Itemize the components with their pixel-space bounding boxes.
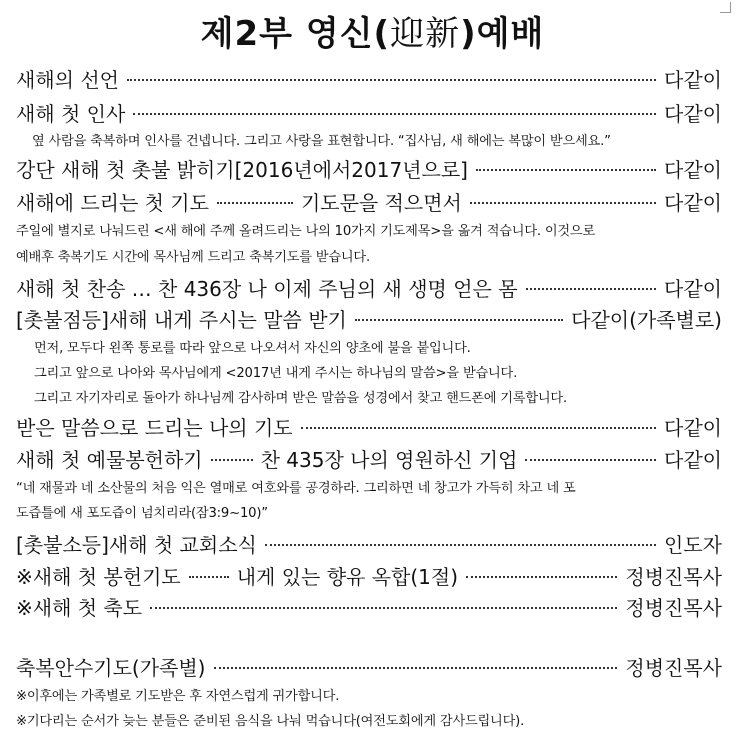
- dotted-leader: [476, 169, 656, 171]
- dotted-leader: [189, 576, 229, 578]
- item-leader-role: 다같이: [664, 102, 722, 126]
- title-main: 제2부 영신(: [200, 14, 391, 54]
- note-verse-1: “네 재물과 네 소산물의 처음 익은 열매로 여호와를 공경하라. 그리하면 네 창고가 가득히 차고 네 포: [16, 481, 576, 496]
- note-word-1: 먼저, 모두다 왼쪽 통로를 따라 앞으로 나오셔서 자신의 양초에 불을 붙입니다.: [34, 341, 471, 356]
- dotted-leader: [214, 667, 618, 669]
- dotted-leader: [301, 427, 656, 429]
- order-item-candle: [16, 156, 722, 184]
- dotted-leader: [466, 576, 617, 578]
- note-verse-2: 도즙틀에 새 포도즙이 넘치리라(잠3:9~10)”: [16, 506, 268, 521]
- order-item-hymn436: [16, 275, 722, 303]
- note-word-3: 그리고 자기자리로 돌아가 하나님께 감사하며 받은 말씀을 성경에서 찾고 핸드폰에 기록합니다.: [34, 391, 567, 406]
- item-leader-role: 정병진목사: [625, 656, 722, 680]
- item-label: 새해 첫 예물봉헌하기: [16, 448, 203, 472]
- item-leader-role: 다같이: [664, 416, 722, 440]
- item-label: 새해에 드리는 첫 기도: [16, 191, 209, 215]
- item-detail: 기도문을 적으면서: [300, 191, 462, 215]
- order-item-word-receive: [16, 306, 722, 334]
- order-item-prayer-word: [16, 414, 722, 442]
- dotted-leader: [217, 202, 293, 204]
- order-item-dedication-prayer: [16, 563, 722, 591]
- note-prayer-2: 예배후 축복기도 시간에 목사님께 드리고 축복기도를 받습니다.: [16, 250, 370, 265]
- note-prayer-1: 주일에 별지로 나눠드린 <새 해에 주께 올려드리는 나의 10가지 기도제목>을 옮겨 적습니다. 이것으로: [16, 224, 595, 239]
- dotted-leader: [265, 544, 656, 546]
- note-after-1: ※이후에는 가족별로 기도받은 후 자연스럽게 귀가합니다.: [16, 689, 340, 704]
- item-label: 강단 새해 첫 촛불 밝히기[2016년에서2017년으로]: [16, 158, 468, 182]
- item-leader-role: 다같이: [664, 68, 722, 92]
- item-label: ※새해 첫 봉헌기도: [16, 565, 181, 589]
- item-leader-role: 다같이: [664, 277, 722, 301]
- item-leader-role: 다같이: [664, 158, 722, 182]
- item-label: 새해 첫 찬송 … 찬 436장 나 이제 주님의 새 생명 얻은 몸: [16, 277, 518, 301]
- item-label: 새해 첫 인사: [16, 102, 126, 126]
- dotted-leader: [355, 319, 563, 321]
- dotted-leader: [133, 113, 656, 115]
- item-label: 축복안수기도(가족별): [16, 656, 206, 680]
- item-label: 받은 말씀으로 드리는 나의 기도: [16, 416, 293, 440]
- title-hanja: 迎新: [390, 14, 461, 54]
- item-leader-role: 인도자: [664, 533, 722, 557]
- order-item-declaration: [16, 66, 722, 94]
- order-item-greeting: [16, 100, 722, 128]
- item-leader-role: 다같이: [664, 191, 722, 215]
- note-word-2: 그리고 앞으로 나아와 목사님에게 <2017년 내게 주시는 하나님의 말씀>을 받습니다.: [34, 366, 518, 381]
- order-item-laying-hands: [16, 654, 722, 682]
- dotted-leader: [127, 79, 656, 81]
- item-leader-role: 다같이: [664, 448, 722, 472]
- order-item-prayer-write: [16, 189, 722, 217]
- order-item-news: [16, 531, 722, 559]
- item-detail: 찬 435장 나의 영원하신 기업: [260, 448, 518, 472]
- note-greeting: 옆 사람을 축복하며 인사를 건넵니다. 그리고 사랑을 표현합니다. “집사님, 새 해에는 복많이 받으세요.”: [32, 134, 611, 149]
- item-label: ※새해 첫 축도: [16, 596, 143, 620]
- item-detail: 내게 있는 향유 옥합(1절): [236, 565, 459, 589]
- order-item-blessing: [16, 594, 722, 622]
- dotted-leader: [526, 288, 656, 290]
- dotted-leader: [470, 202, 656, 204]
- page-title: [0, 12, 745, 56]
- item-leader-role: 정병진목사: [625, 565, 722, 589]
- item-label: 새해의 선언: [16, 68, 119, 92]
- item-label: [촛불점등]새해 내게 주시는 말씀 받기: [16, 308, 347, 332]
- item-label: [촛불소등]새해 첫 교회소식: [16, 533, 257, 557]
- dotted-leader: [211, 459, 253, 461]
- dotted-leader: [525, 459, 656, 461]
- item-leader-role: 정병진목사: [625, 596, 722, 620]
- note-after-2: ※기다리는 순서가 늦는 분들은 준비된 음식을 나눠 먹습니다(여전도회에게 감사드립니다).: [16, 714, 525, 729]
- dotted-leader: [150, 607, 617, 609]
- order-item-offering: [16, 446, 722, 474]
- title-end: )예배: [460, 14, 545, 54]
- item-leader-role: 다같이(가족별로): [571, 308, 722, 332]
